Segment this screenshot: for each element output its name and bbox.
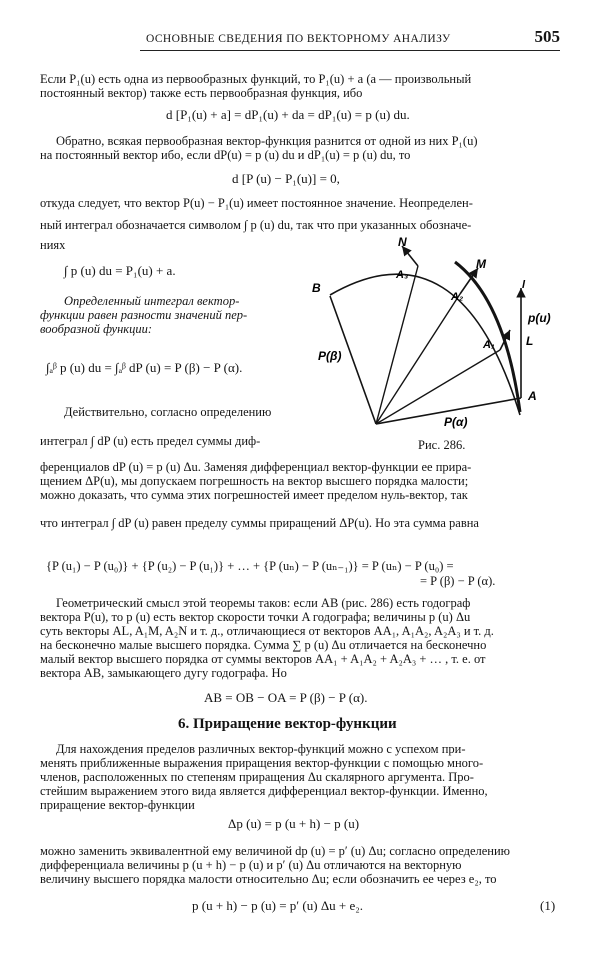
para8-line-4: стейшим выражением этого вида является дифференциал вектор-функции. Именно,: [40, 784, 488, 798]
equation-8: p (u + h) − p (u) = p′ (u) Δu + e₂.: [192, 898, 364, 913]
para5-line-1: Действительно, согласно определению: [64, 405, 272, 419]
para3-line-1: откуда следует, что вектор P(u) − P₁(u) имеет постоянное значение. Неопределен-: [40, 196, 473, 210]
para6-line-2: щением ΔP(u), мы допускаем погрешность на вектор высшего порядка малости;: [40, 474, 469, 488]
para7-line-3: суть векторы AL, A₁M, A₂N и т. д., отличающиеся от векторов AA₁, A₁A₂, A₂A₃ и т. д.: [40, 624, 494, 638]
para8-line-3: членов, расположенных по степеням приращения Δu скалярного аргумента. Про-: [40, 770, 474, 784]
label-P-alpha: P(α): [444, 415, 468, 429]
equation-3: ∫ p (u) du = P₁(u) + a.: [64, 263, 176, 278]
equation-7: Δp (u) = p (u + h) − p (u): [228, 816, 360, 831]
vector-OA2: [376, 294, 460, 424]
para9-line-2: дифференциала величины p (u + h) − p (u) и p′ (u) Δu отличаются на векторную: [40, 858, 462, 872]
equation-2: d [P (u) − P₁(u)] = 0,: [232, 171, 340, 186]
para8-line-5: приращение вектор-функции: [40, 798, 195, 812]
intro-line-2: постоянный вектор) также есть первообразная функция, ибо: [40, 86, 363, 100]
para2-line-2: на постоянный вектор ибо, если dP(u) = p (u) du и dP₁(u) = p (u) du, то: [40, 148, 411, 162]
para7-line-6: вектора AB, замыкающего дугу годографа. Но: [40, 666, 287, 680]
label-A3: A₃: [396, 269, 409, 281]
section-heading: 6. Приращение вектор-функции: [178, 716, 397, 732]
theorem-line-3: вообразной функции:: [40, 322, 153, 336]
label-pu: p(u): [528, 311, 551, 325]
theorem-line-2: функции равен разности значений пер-: [40, 308, 248, 322]
para6-line-1: ференциалов dP (u) = p (u) Δu. Заменяя дифференциал вектор-функции ее прира-: [40, 460, 472, 474]
para6-line-4: что интеграл ∫ dP (u) равен пределу суммы приращений ΔP(u). Но эта сумма равна: [40, 516, 479, 530]
equation-5b: = P (β) − P (α).: [420, 574, 496, 588]
label-P-beta: P(β): [318, 349, 342, 363]
figure-caption: Рис. 286.: [418, 438, 466, 452]
label-A1: A₁: [483, 339, 495, 351]
label-A2: A₂: [451, 291, 464, 303]
figure-286: [296, 232, 562, 442]
label-N: N: [398, 235, 407, 249]
intro-line-1: Если P₁(u) есть одна из первообразных функций, то P₁(u) + a (a — произвольный: [40, 72, 472, 86]
equation-6: AB = OB − OA = P (β) − P (α).: [204, 690, 368, 705]
equation-4: ∫ₐᵝ p (u) du = ∫ₐᵝ dP (u) = P (β) − P (α).: [46, 360, 243, 375]
para8-line-1: Для нахождения пределов различных вектор-функций можно с успехом при-: [56, 742, 466, 756]
equation-5a: {P (u₁) − P (u₀)} + {P (u₂) − P (u₁)} + … + {P (uₙ) − P (uₙ₋₁)} = P (uₙ) − P (u₀) =: [46, 559, 454, 573]
label-M: M: [476, 257, 486, 271]
running-header: [140, 27, 560, 51]
para7-line-4: на бесконечно малые высшего порядка. Сумма ∑ p (u) Δu отличается на бесконечно: [40, 638, 487, 652]
header-title: ОСНОВНЫЕ СВЕДЕНИЯ ПО ВЕКТОРНОМУ АНАЛИЗУ: [146, 33, 451, 45]
label-l: l: [522, 279, 526, 291]
para3-line-3: ниях: [40, 238, 66, 252]
para7-line-1: Геометрический смысл этой теоремы таков: если AB (рис. 286) есть годограф: [56, 596, 471, 610]
label-B: B: [312, 281, 321, 295]
vector-A3N: [402, 246, 418, 266]
para6-line-3: можно доказать, что сумма этих погрешностей имеет пределом нуль-вектор, так: [40, 488, 468, 502]
para9-line-1: можно заменить эквивалентной ему величиной dp (u) = p′ (u) Δu; согласно определению: [40, 844, 511, 858]
page-number: 505: [534, 27, 560, 46]
para2-line-1: Обратно, всякая первообразная вектор-функция разнится от одной из них P₁(u): [56, 134, 478, 148]
theorem-line-1: Определенный интеграл вектор-: [64, 294, 240, 308]
para3-line-2: ный интеграл обозначается символом ∫ p (u) du, так что при указанных обозначе-: [40, 218, 472, 232]
vector-OA3: [376, 266, 418, 424]
label-L: L: [526, 334, 534, 348]
equation-8-number: (1): [540, 898, 556, 913]
para5-line-2: интеграл ∫ dP (u) есть предел суммы диф-: [40, 434, 261, 448]
para8-line-2: менять приближенные выражения приращения вектор-функции с помощью много-: [40, 756, 484, 770]
equation-1: d [P₁(u) + a] = dP₁(u) + da = dP₁(u) = p (u) du.: [166, 107, 410, 122]
para7-line-5: малый вектор высшего порядка от суммы векторов AA₁ + A₁A₂ + A₂A₃ + … , т. е. от: [40, 652, 486, 666]
label-A: A: [528, 389, 537, 403]
para9-line-3: величину высшего порядка малости относительно Δu; если обозначить ее через e₂, то: [40, 872, 497, 886]
para7-line-2: вектора P(u), то p (u) есть вектор скорости точки A годографа; величины p (u) Δu: [40, 610, 471, 624]
